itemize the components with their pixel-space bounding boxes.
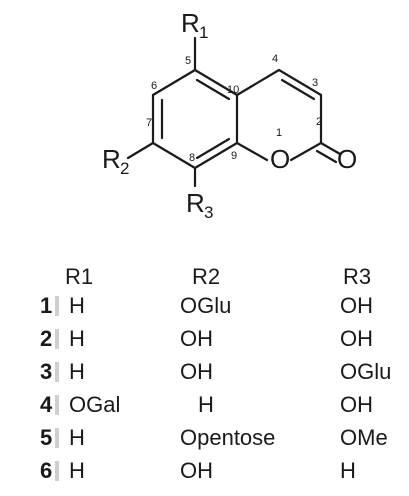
- cell-r1: H: [69, 293, 85, 318]
- row-number: 5: [40, 425, 53, 450]
- ring-oxygen-label: O: [270, 144, 291, 174]
- cell-r1: H: [69, 425, 85, 450]
- cell-r2: OH: [180, 326, 213, 351]
- cell-r3: OGlu: [340, 359, 392, 384]
- row-marker: [55, 329, 59, 349]
- position-4: 4: [272, 53, 279, 65]
- cell-r3: OH: [340, 326, 373, 351]
- row-number: 2: [40, 326, 53, 351]
- cell-r3: OH: [340, 293, 373, 318]
- position-2: 2: [316, 116, 323, 128]
- cell-r2: OGlu: [180, 293, 232, 318]
- row-number: 1: [40, 293, 53, 318]
- position-9: 9: [231, 150, 238, 162]
- cell-r2: OH: [180, 458, 213, 483]
- header-r3: R3: [343, 264, 372, 289]
- position-6: 6: [151, 80, 158, 92]
- position-5: 5: [185, 55, 192, 67]
- position-8: 8: [189, 152, 196, 164]
- header-r1: R1: [65, 264, 94, 289]
- row-marker: [55, 362, 59, 382]
- row-number: 4: [40, 392, 53, 417]
- r3-label: R: [186, 188, 205, 218]
- cell-r1: H: [69, 359, 85, 384]
- cell-r2: OH: [180, 359, 213, 384]
- row-number: 6: [40, 458, 53, 483]
- cell-r1: H: [69, 326, 85, 351]
- cell-r2: Opentose: [180, 425, 276, 450]
- row-number: 3: [40, 359, 53, 384]
- cell-r2: H: [198, 392, 214, 417]
- position-1: 1: [276, 127, 283, 139]
- row-marker: [55, 395, 59, 415]
- r1-subscript: 1: [199, 23, 209, 42]
- r1-label: R: [181, 8, 200, 38]
- cell-r1: OGal: [69, 392, 121, 417]
- carbonyl-oxygen-label: O: [337, 144, 358, 174]
- r3-subscript: 3: [204, 203, 214, 222]
- row-marker: [55, 296, 59, 316]
- cell-r1: H: [69, 458, 85, 483]
- cell-r3: OH: [340, 392, 373, 417]
- row-marker: [55, 428, 59, 448]
- position-10: 10: [227, 84, 240, 96]
- r2-label: R: [102, 144, 121, 174]
- cell-r3: OMe: [340, 425, 388, 450]
- header-r2: R2: [192, 264, 221, 289]
- position-7: 7: [146, 117, 153, 129]
- row-marker: [55, 461, 59, 481]
- r2-subscript: 2: [120, 159, 130, 178]
- position-3: 3: [312, 77, 319, 89]
- cell-r3: H: [340, 458, 356, 483]
